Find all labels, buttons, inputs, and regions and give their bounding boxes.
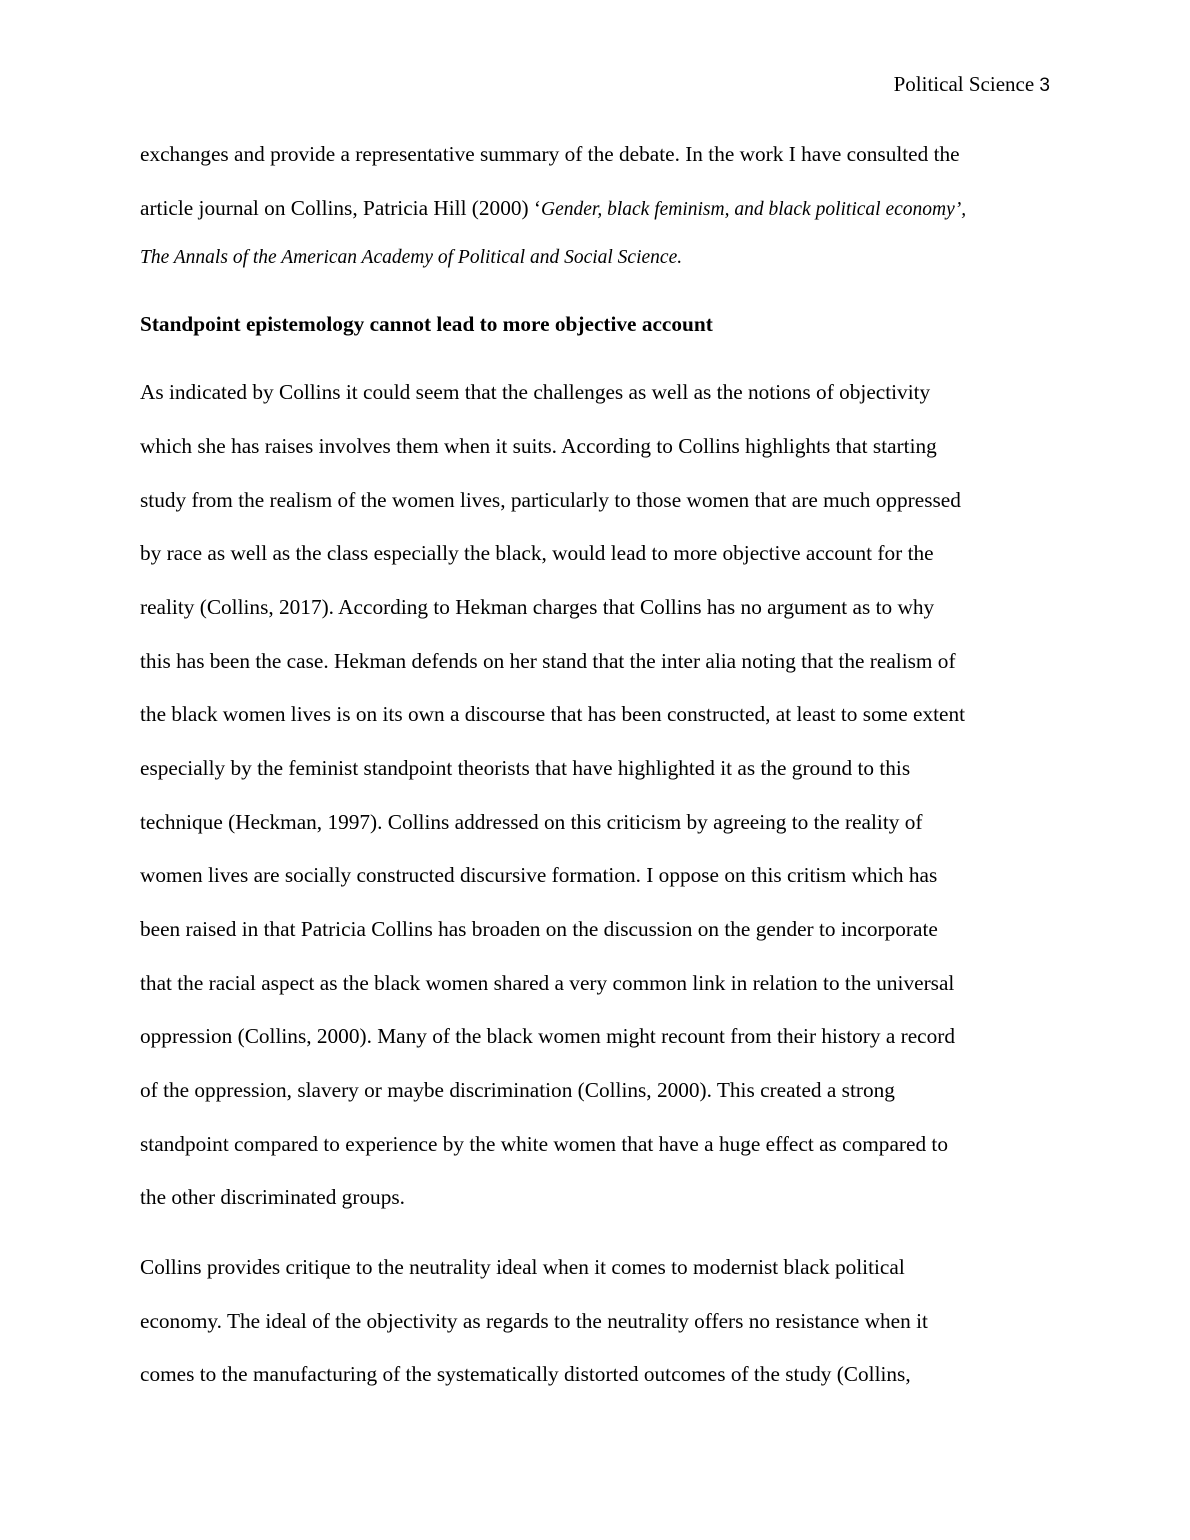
para2-line: of the oppression, slavery or maybe discrimination (Collins, 2000). This created a strong bbox=[140, 1078, 895, 1102]
para1-line-2-text: article journal on Collins, Patricia Hill (2000) ‘ bbox=[140, 196, 542, 220]
para2-line: standpoint compared to experience by the white women that have a huge effect as compared to bbox=[140, 1132, 948, 1156]
section-heading: Standpoint epistemology cannot lead to more objective account bbox=[140, 312, 713, 336]
article-title: Gender, black feminism, and black political economy’, bbox=[541, 199, 967, 220]
para2-line: especially by the feminist standpoint theorists that have highlighted it as the ground to this bbox=[140, 756, 911, 780]
running-head-title: Political Science bbox=[893, 72, 1035, 96]
para2-line: technique (Heckman, 1997). Collins addressed on this criticism by agreeing to the reality of bbox=[140, 810, 923, 834]
para2-line: this has been the case. Hekman defends on her stand that the inter alia noting that the realism of bbox=[140, 649, 956, 673]
para1-line-2 bbox=[140, 194, 966, 224]
para2-line: which she has raises involves them when it suits. According to Collins highlights that starting bbox=[140, 434, 937, 458]
para2-line: that the racial aspect as the black women shared a very common link in relation to the universal bbox=[140, 971, 955, 995]
page-number: 3 bbox=[1039, 75, 1050, 96]
para3-line: economy. The ideal of the objectivity as regards to the neutrality offers no resistance when it bbox=[140, 1309, 928, 1333]
para3-line: Collins provides critique to the neutrality ideal when it comes to modernist black political bbox=[140, 1255, 905, 1279]
para2-line: study from the realism of the women lives, particularly to those women that are much oppressed bbox=[140, 488, 961, 512]
para2-line: oppression (Collins, 2000). Many of the black women might recount from their history a record bbox=[140, 1024, 956, 1048]
para3-line: comes to the manufacturing of the systematically distorted outcomes of the study (Collins, bbox=[140, 1362, 911, 1386]
para1-line-1: exchanges and provide a representative summary of the debate. In the work I have consulted the bbox=[140, 142, 960, 166]
para2-line: As indicated by Collins it could seem that the challenges as well as the notions of objectivity bbox=[140, 380, 931, 404]
para2-line: reality (Collins, 2017). According to Hekman charges that Collins has no argument as to why bbox=[140, 595, 935, 619]
para2-line: the other discriminated groups. bbox=[140, 1185, 405, 1209]
para2-line: by race as well as the class especially the black, would lead to more objective account for the bbox=[140, 541, 934, 565]
journal-title: The Annals of the American Academy of Political and Social Science. bbox=[140, 247, 683, 268]
para2-line: the black women lives is on its own a discourse that has been constructed, at least to some extent bbox=[140, 702, 966, 726]
running-header bbox=[894, 70, 1050, 100]
para2-line: women lives are socially constructed discursive formation. I oppose on this critism which has bbox=[140, 863, 938, 887]
para2-line: been raised in that Patricia Collins has broaden on the discussion on the gender to incorporate bbox=[140, 917, 938, 941]
